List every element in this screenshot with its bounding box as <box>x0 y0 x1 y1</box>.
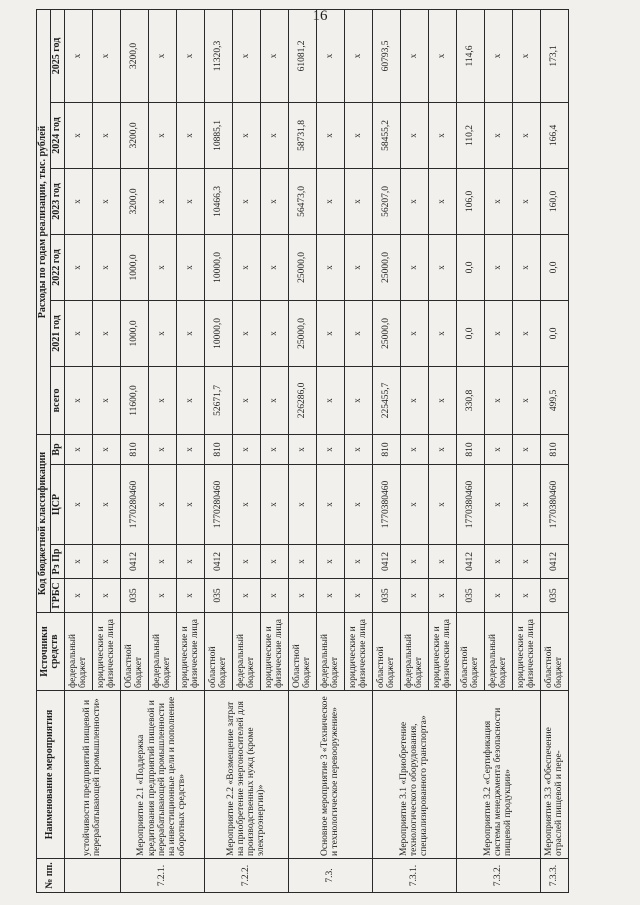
budget-code-cell: 035 <box>120 579 148 613</box>
expense-cell: x <box>428 234 456 300</box>
funding-source: федеральный бюджет <box>232 613 260 691</box>
funding-source: Областной бюджет <box>288 613 316 691</box>
budget-code-cell: 1770280460 <box>120 465 148 545</box>
expense-cell: x <box>64 300 92 366</box>
expense-cell: x <box>428 9 456 102</box>
expense-cell: x <box>260 366 288 434</box>
budget-code-cell: x <box>400 465 428 545</box>
expense-cell: 10466,3 <box>204 168 232 234</box>
table-body <box>64 9 568 892</box>
expense-cell: x <box>92 102 120 168</box>
budget-code-cell: 0412 <box>204 545 232 579</box>
expense-cell: 1000,0 <box>120 234 148 300</box>
expense-cell: x <box>148 300 176 366</box>
budget-code-cell: x <box>176 545 204 579</box>
budget-code-cell: x <box>232 465 260 545</box>
header-num: № пп. <box>37 859 65 893</box>
header-expense-col: 2024 год <box>50 102 64 168</box>
table-row <box>456 9 484 892</box>
budget-code-cell: x <box>176 579 204 613</box>
funding-source: федеральный бюджет <box>148 613 176 691</box>
budget-code-cell: x <box>232 545 260 579</box>
funding-source: областной бюджет <box>540 613 568 691</box>
expense-cell: 25000,0 <box>372 300 400 366</box>
budget-code-cell: 810 <box>540 434 568 464</box>
budget-code-cell: 035 <box>540 579 568 613</box>
funding-source: юридические и физические лица <box>260 613 288 691</box>
expense-cell: x <box>176 234 204 300</box>
expense-cell: x <box>400 234 428 300</box>
expense-cell: 173,1 <box>540 9 568 102</box>
budget-code-cell: x <box>148 579 176 613</box>
budget-code-cell: x <box>484 465 512 545</box>
budget-code-cell: x <box>260 545 288 579</box>
budget-code-cell: x <box>148 434 176 464</box>
row-number: 7.3.1. <box>372 859 456 893</box>
expense-cell: 11600,0 <box>120 366 148 434</box>
activity-name: Мероприятие 3.2 «Сертификация системы менеджмента безопасности пищевой продукции» <box>456 691 540 859</box>
expense-cell: x <box>232 300 260 366</box>
funding-source: федеральный бюджет <box>484 613 512 691</box>
expense-cell: x <box>484 102 512 168</box>
budget-code-cell: 0412 <box>120 545 148 579</box>
funding-source: юридические и физические лица <box>512 613 540 691</box>
expense-cell: x <box>400 366 428 434</box>
budget-code-cell: x <box>64 434 92 464</box>
expense-cell: x <box>64 366 92 434</box>
expense-cell: x <box>260 9 288 102</box>
budget-code-cell: x <box>148 545 176 579</box>
expense-cell: x <box>344 102 372 168</box>
budget-code-cell: x <box>288 545 316 579</box>
expense-cell: 11320,3 <box>204 9 232 102</box>
expense-cell: 56207,0 <box>372 168 400 234</box>
expense-cell: 3200,0 <box>120 168 148 234</box>
budget-code-cell: 035 <box>204 579 232 613</box>
row-number: 7.3.2. <box>456 859 540 893</box>
header-expense-col: всего <box>50 366 64 434</box>
budget-code-cell: 1770380460 <box>456 465 484 545</box>
expense-cell: x <box>92 234 120 300</box>
expense-cell: x <box>176 102 204 168</box>
budget-code-cell: x <box>288 579 316 613</box>
budget-code-cell: x <box>512 465 540 545</box>
expense-cell: 10000,0 <box>204 300 232 366</box>
expense-cell: 499,5 <box>540 366 568 434</box>
budget-code-cell: x <box>176 434 204 464</box>
budget-code-cell: x <box>400 434 428 464</box>
budget-code-cell: x <box>344 579 372 613</box>
budget-code-cell: x <box>92 579 120 613</box>
header-expense-col: 2021 год <box>50 300 64 366</box>
budget-code-cell: x <box>512 545 540 579</box>
funding-source: федеральный бюджет <box>64 613 92 691</box>
funding-source: федеральный бюджет <box>400 613 428 691</box>
table-row <box>540 9 568 892</box>
expense-cell: x <box>316 168 344 234</box>
expense-cell: x <box>92 9 120 102</box>
expense-cell: x <box>484 9 512 102</box>
funding-source: областной бюджет <box>456 613 484 691</box>
expense-cell: 1000,0 <box>120 300 148 366</box>
activity-name: Мероприятие 2.2 «Возмещение затрат на приобретение энергоносителей для производственных нужд (кроме электроэнергии)» <box>204 691 288 859</box>
expense-cell: x <box>148 9 176 102</box>
expense-cell: x <box>232 102 260 168</box>
budget-code-cell: x <box>148 465 176 545</box>
expense-cell: x <box>232 234 260 300</box>
activity-name: устойчивости предприятий пищевой и перерабатывающей промышленности» <box>64 691 120 859</box>
header-expense-col: 2025 год <box>50 9 64 102</box>
funding-source: Областной бюджет <box>120 613 148 691</box>
expense-cell: x <box>512 234 540 300</box>
expense-cell: x <box>316 366 344 434</box>
expense-cell: x <box>512 9 540 102</box>
budget-code-cell: x <box>260 434 288 464</box>
row-number: 7.3.3. <box>540 859 568 893</box>
row-number: 7.2.1. <box>120 859 204 893</box>
budget-code-cell: 1770380460 <box>372 465 400 545</box>
budget-code-cell: x <box>428 579 456 613</box>
expense-cell: x <box>316 9 344 102</box>
header-expense-col: 2022 год <box>50 234 64 300</box>
activity-name: Мероприятие 2.1 «Поддержка кредитования предприятий пищевой и перерабатывающей промышленности на инвестиционные цели и пополнение оборотных средств» <box>120 691 204 859</box>
budget-code-cell: x <box>316 434 344 464</box>
budget-code-cell: x <box>484 434 512 464</box>
expense-cell: x <box>344 9 372 102</box>
table-header <box>37 9 65 892</box>
expense-cell: x <box>64 9 92 102</box>
table-row <box>64 9 92 892</box>
budget-code-cell: x <box>232 579 260 613</box>
budget-code-cell: x <box>428 545 456 579</box>
budget-code-cell: x <box>64 579 92 613</box>
budget-code-cell: 810 <box>456 434 484 464</box>
expense-cell: 56473,0 <box>288 168 316 234</box>
rotated-table-container <box>8 0 628 905</box>
budget-code-cell: 0412 <box>540 545 568 579</box>
expense-cell: x <box>176 9 204 102</box>
budget-code-cell: x <box>428 434 456 464</box>
budget-code-cell: x <box>512 434 540 464</box>
funding-source: юридические и физические лица <box>92 613 120 691</box>
table-row <box>120 9 148 892</box>
expense-cell: x <box>176 168 204 234</box>
funding-source: юридические и физические лица <box>344 613 372 691</box>
budget-code-cell: x <box>92 545 120 579</box>
expense-cell: x <box>512 102 540 168</box>
budget-code-cell: x <box>484 579 512 613</box>
budget-code-cell: x <box>316 545 344 579</box>
expense-cell: x <box>64 168 92 234</box>
header-source: Источники средств <box>37 613 65 691</box>
expense-cell: x <box>148 102 176 168</box>
budget-code-cell: x <box>260 465 288 545</box>
budget-code-cell: x <box>260 579 288 613</box>
expense-cell: x <box>232 366 260 434</box>
budget-code-cell: x <box>512 579 540 613</box>
expense-cell: 330,8 <box>456 366 484 434</box>
expense-cell: 60793,5 <box>372 9 400 102</box>
expense-cell: x <box>232 9 260 102</box>
budget-code-cell: x <box>288 465 316 545</box>
expense-cell: 114,6 <box>456 9 484 102</box>
expense-cell: x <box>428 300 456 366</box>
budget-code-cell: 810 <box>372 434 400 464</box>
header-expenses-group: Расходы по годам реализации, тыс. рублей <box>37 9 51 434</box>
budget-code-cell: x <box>316 465 344 545</box>
expense-cell: x <box>260 102 288 168</box>
budget-code-cell: x <box>288 434 316 464</box>
page-number: 16 <box>312 8 328 24</box>
expense-cell: x <box>316 300 344 366</box>
expense-cell: x <box>260 300 288 366</box>
expense-cell: 61081,2 <box>288 9 316 102</box>
header-code-col: Рз Пр <box>50 545 64 579</box>
budget-code-cell: 035 <box>456 579 484 613</box>
budget-code-cell: x <box>64 465 92 545</box>
expense-cell: x <box>92 366 120 434</box>
expense-cell: x <box>400 9 428 102</box>
header-code-group: Код бюджетной классификации <box>37 434 51 612</box>
expense-cell: x <box>484 168 512 234</box>
expense-cell: 0,0 <box>456 300 484 366</box>
expense-cell: x <box>512 168 540 234</box>
expense-cell: x <box>316 102 344 168</box>
expense-cell: 166,4 <box>540 102 568 168</box>
budget-code-cell: 810 <box>204 434 232 464</box>
expense-cell: x <box>148 168 176 234</box>
table-row <box>204 9 232 892</box>
expense-cell: x <box>344 366 372 434</box>
expense-cell: 25000,0 <box>288 300 316 366</box>
expense-cell: 25000,0 <box>288 234 316 300</box>
expense-cell: 0,0 <box>540 234 568 300</box>
expense-cell: 52671,7 <box>204 366 232 434</box>
row-number: 7.3. <box>288 859 372 893</box>
expense-cell: x <box>232 168 260 234</box>
funding-source: областной бюджет <box>204 613 232 691</box>
header-code-col: ЦСР <box>50 465 64 545</box>
expense-cell: x <box>428 366 456 434</box>
budget-code-cell: x <box>428 465 456 545</box>
budget-code-cell: x <box>400 579 428 613</box>
row-number <box>64 859 120 893</box>
budget-code-cell: x <box>316 579 344 613</box>
row-number: 7.2.2. <box>204 859 288 893</box>
expense-cell: 106,0 <box>456 168 484 234</box>
expense-cell: x <box>428 168 456 234</box>
table-row <box>372 9 400 892</box>
expense-cell: x <box>512 300 540 366</box>
budget-code-cell: x <box>64 545 92 579</box>
budget-code-cell: x <box>232 434 260 464</box>
activity-name: Мероприятие 3.1 «Приобретение технологического оборудования, специализированного транспорта» <box>372 691 456 859</box>
expense-cell: x <box>64 102 92 168</box>
budget-code-cell: x <box>176 465 204 545</box>
expense-cell: x <box>92 168 120 234</box>
expense-cell: x <box>400 102 428 168</box>
header-expense-col: 2023 год <box>50 168 64 234</box>
budget-code-cell: 1770380460 <box>540 465 568 545</box>
budget-code-cell: x <box>344 465 372 545</box>
expense-cell: 58731,8 <box>288 102 316 168</box>
expense-cell: 226286,0 <box>288 366 316 434</box>
expense-cell: 25000,0 <box>372 234 400 300</box>
budget-code-cell: x <box>400 545 428 579</box>
budget-code-cell: 1770280460 <box>204 465 232 545</box>
expense-cell: x <box>400 300 428 366</box>
budget-code-cell: 0412 <box>372 545 400 579</box>
expense-cell: x <box>176 366 204 434</box>
expense-cell: 160,0 <box>540 168 568 234</box>
expense-cell: x <box>92 300 120 366</box>
funding-source: юридические и физические лица <box>428 613 456 691</box>
activity-name: Основное мероприятие 3 «Техническое и технологическое перевооружение» <box>288 691 372 859</box>
expense-cell: x <box>484 300 512 366</box>
expense-cell: x <box>484 234 512 300</box>
expense-cell: x <box>316 234 344 300</box>
budget-code-cell: x <box>344 545 372 579</box>
budget-code-cell: 0412 <box>456 545 484 579</box>
funding-source: федеральный бюджет <box>316 613 344 691</box>
header-code-col: ГРБС <box>50 579 64 613</box>
expense-cell: x <box>148 366 176 434</box>
expense-cell: x <box>428 102 456 168</box>
table-row <box>288 9 316 892</box>
budget-table <box>36 9 569 893</box>
funding-source: областной бюджет <box>372 613 400 691</box>
expense-cell: x <box>344 300 372 366</box>
expense-cell: x <box>344 234 372 300</box>
expense-cell: 3200,0 <box>120 102 148 168</box>
budget-code-cell: x <box>92 434 120 464</box>
expense-cell: x <box>148 234 176 300</box>
budget-code-cell: 810 <box>120 434 148 464</box>
expense-cell: x <box>260 234 288 300</box>
expense-cell: 10000,0 <box>204 234 232 300</box>
funding-source: юридические и физические лица <box>176 613 204 691</box>
budget-code-cell: 035 <box>372 579 400 613</box>
expense-cell: x <box>484 366 512 434</box>
budget-code-cell: x <box>92 465 120 545</box>
header-code-col: Вр <box>50 434 64 464</box>
expense-cell: x <box>344 168 372 234</box>
budget-code-cell: x <box>484 545 512 579</box>
expense-cell: 110,2 <box>456 102 484 168</box>
expense-cell: x <box>400 168 428 234</box>
expense-cell: 10885,1 <box>204 102 232 168</box>
activity-name: Мероприятие 3.3 «Обеспечение отраслей пищевой и пере- <box>540 691 568 859</box>
expense-cell: 225455,7 <box>372 366 400 434</box>
header-name: Наименование мероприятия <box>37 691 65 859</box>
expense-cell: 3200,0 <box>120 9 148 102</box>
expense-cell: x <box>176 300 204 366</box>
expense-cell: 58455,2 <box>372 102 400 168</box>
expense-cell: x <box>260 168 288 234</box>
expense-cell: 0,0 <box>540 300 568 366</box>
expense-cell: x <box>64 234 92 300</box>
expense-cell: 0,0 <box>456 234 484 300</box>
budget-code-cell: x <box>344 434 372 464</box>
expense-cell: x <box>512 366 540 434</box>
